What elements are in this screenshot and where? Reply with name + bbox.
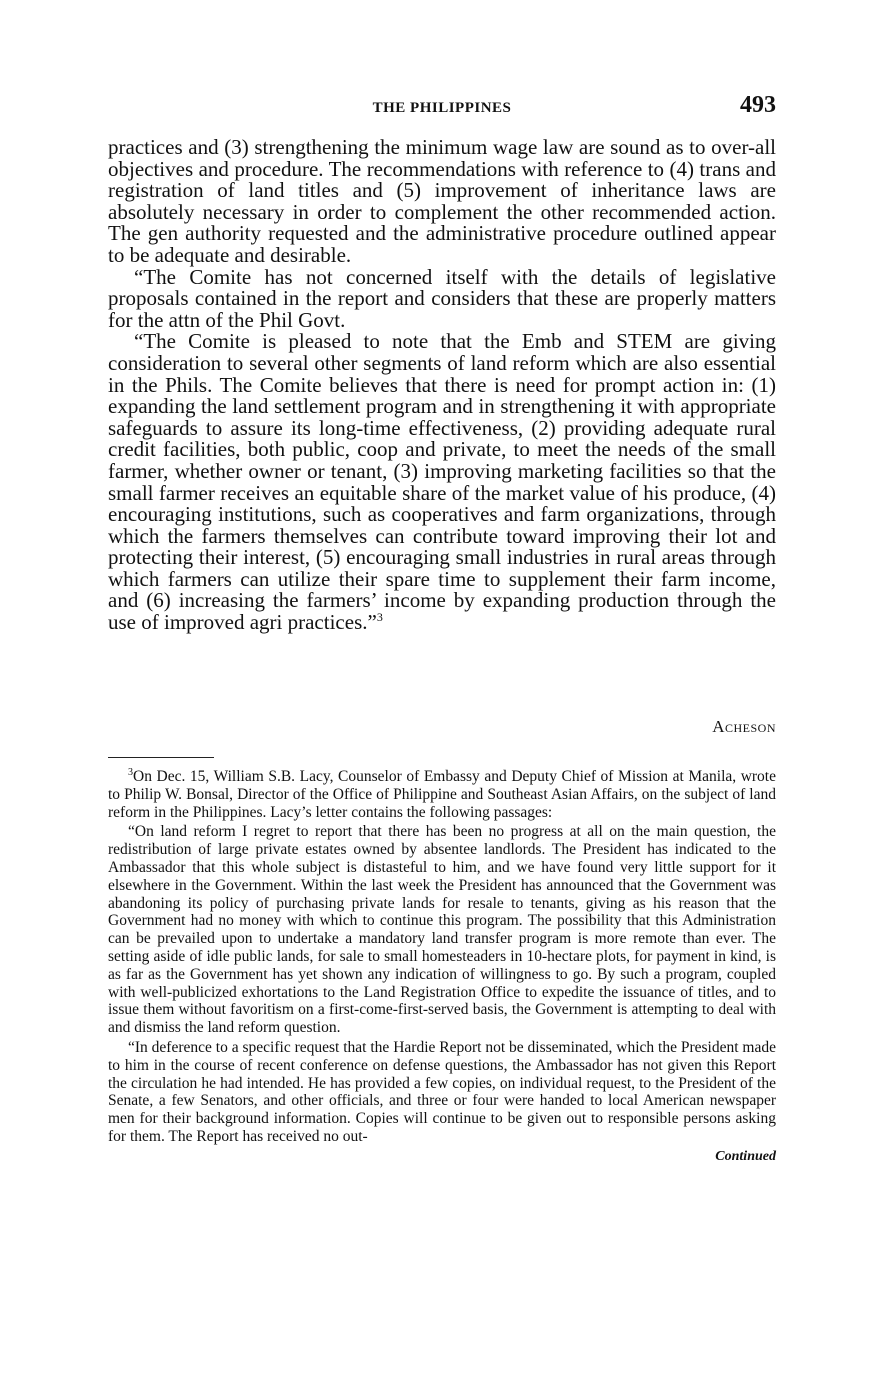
page-number: 493	[740, 92, 776, 118]
footnote-reference[interactable]: 3	[376, 610, 383, 625]
paragraph: “The Comite has not concerned itself with the details of legislative proposals contained in the report and considers that these are properly matters for the attn of the Phil Govt.	[108, 264, 776, 332]
paragraph: practices and (3) strengthening the minimum wage law are sound as to over-all objectives and procedure. The recommendations with reference to (4) trans and registration of land titles and (5) improvement of inheritance laws are absolutely necessary in order to complement the other recommended action. The gen authority requested and the administrative procedure outlined appear to be adequate and desirable.	[108, 135, 776, 267]
footnote	[108, 768, 776, 821]
paragraph	[108, 331, 776, 633]
running-head: THE PHILIPPINES	[372, 100, 512, 116]
footnotes	[108, 768, 776, 1166]
paragraph-text: “The Comite is pleased to note that the Emb and STEM are giving consideration to several other segments of land reform which are also essential in the Phils. The Comite believes that there is need for prompt action in: (1) expanding the land settlement program and in strengthening it with appropriate safeguards to assure its long-time effectiveness, (2) providing adequate rural credit facilities, both public, coop and private, to meet the needs of the small farmer, whether owner or tenant, (3) improving marketing facilities so that the small farmer receives an equitable share of the market value of his produce, (4) encouraging institutions, such as cooperatives and farm organizations, through which the farmers themselves can contribute toward improving their lot and protecting their interest, (5) encouraging small industries in rural areas through which farmers can utilize their spare time to supplement their farm income, and (6) increasing the farmers’ income by expanding production through the use of improved agri practices.”	[108, 329, 776, 635]
signature: Acheson	[712, 717, 776, 736]
main-text	[108, 137, 776, 634]
footnote-quote: “In deference to a specific request that the Hardie Report not be disseminated, which the President made to him in the course of recent conference on defense questions, the Ambassador has not given this Report the circulation he had intended. He has provided a few copies, on individual request, to the President of the Senate, a few Senators, and other officials, and three or four were handed to local American newspaper men for their background information. Copies will continue to be given out to responsible persons asking for them. The Report has received no out-	[108, 1038, 776, 1145]
footnote-quote: “On land reform I regret to report that there has been no progress at all on the main question, the redistribution of large private estates owned by absentee landlords. The President has indicated to the Ambassador that this whole subject is distasteful to him, and we have found very little support for it elsewhere in the Government. Within the last week the President has announced that the Government was abandoning its policy of purchasing private lands for resale to tenants, giving as his reason that the Government had no money with which to continue this program. The possibility that this Administration can be prevailed upon to undertake a mandatory land transfer program is more remote than ever. The setting aside of idle public lands, for sale to small homesteaders in 10-hectare plots, for payment in kind, is as far as the Government has yet shown any indication of willingness to go. By such a program, coupled with well-publicized exhortations to the Land Registration Office to expedite the issuance of titles, and to issue them without favoritism on a first-come-first-served basis, the Government is attempting to deal with and dismiss the land reform question.	[108, 823, 776, 1037]
continued-label: Continued	[715, 1148, 776, 1164]
page-header	[108, 92, 776, 122]
footnote-divider	[108, 757, 214, 758]
footnote-intro: On Dec. 15, William S.B. Lacy, Counselor of Embassy and Deputy Chief of Mission at Manila, wrote to Philip W. Bonsal, Director of the Office of Philippine and Southeast Asian Affairs, on the subject of land reform in the Philippines. Lacy’s letter contains the following passages:	[108, 768, 776, 821]
footnote-marker: 3	[128, 767, 133, 778]
